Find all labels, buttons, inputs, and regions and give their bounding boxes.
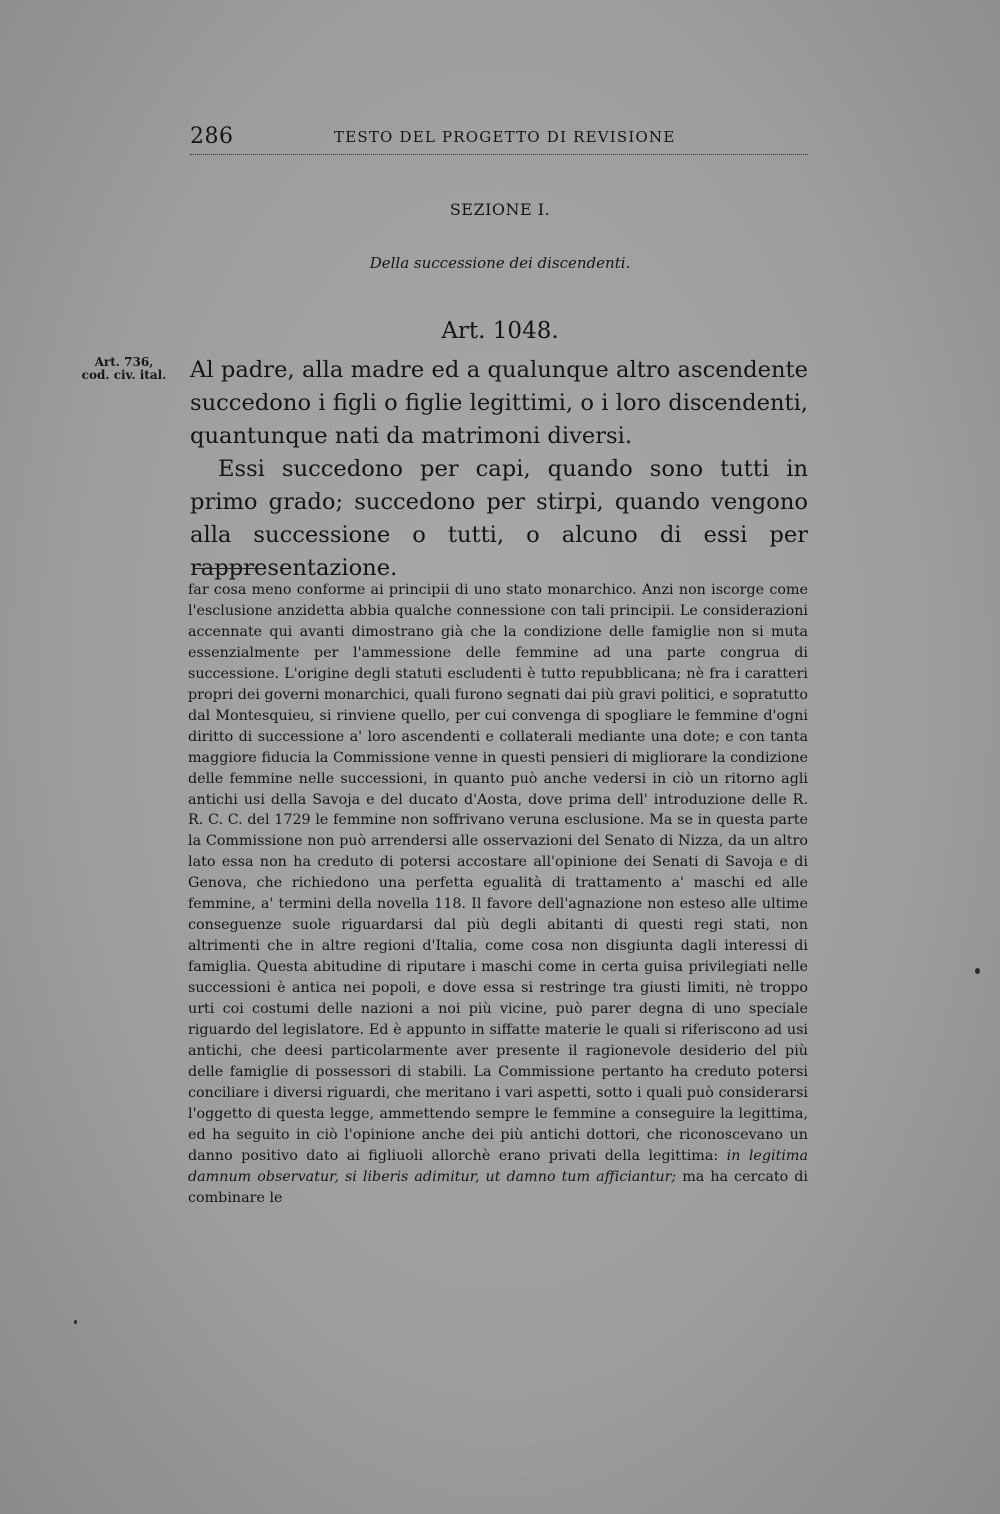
running-head: TESTO DEL PROGETTO DI REVISIONE: [334, 128, 676, 146]
footnote: [188, 580, 808, 1209]
footnote-latin-quote: in legitima damnum observatur, si liberis adimitur, ut damno tum afficiantur;: [188, 1147, 809, 1185]
paper-speck: [975, 968, 980, 974]
article-number: Art. 1048.: [441, 318, 559, 344]
footnote-text-main: far cosa meno conforme ai principii di uno stato monarchico. Anzi non iscorge come l'esclusione anzidetta abbia qualche connessione con tali principii. Le considerazioni accennate qui avanti dimostrano già che la condizione delle famiglie non si muta essenzialmente per l'ammessione delle femmine ad una parte congrua di successione. L'origine degli statuti escludenti è tutto repubblicana; nè fra i caratteri propri dei governi monarchici, quali furono segnati dai più gravi politici, e sopratutto dal Montesquieu, si rinviene quello, per cui convenga di spogliare le femmine d'ogni diritto di successione a' loro ascendenti e collaterali mediante una dote; e con tanta maggiore fiducia la Commissione venne in questi pensieri di migliorare la condizione delle femmine nelle successioni, in quanto può anche vedersi in ciò un ritorno agli antichi usi della Savoja e del ducato d'Aosta, dove prima dell' introduzione delle R. R. C. C. del 1729 le femmine non soffrivano veruna esclusione. Ma se in questa parte la Commissione non può arrendersi alle osservazioni del Senato di Nizza, da un altro lato essa non ha creduto di potersi accostare all'opinione dei Senati di Savoja e di Genova, che richiedono una perfetta egualità di trattamento a' maschi ed alle femmine, a' termini della novella 118. Il favore dell'agnazione non esteso alle ultime conseguenze suole riguardarsi dal più degli abitanti di questi regi stati, non altrimenti che in altre regioni d'Italia, come cosa non disgiunta dagli interessi di famiglia. Questa abitudine di riputare i maschi come in certa guisa privilegiati nelle successioni è antica nei popoli, e dove essa si restringe tra giusti limiti, nè troppo urti coi costumi delle nazioni a noi più vicine, può parer degna di uno speciale riguardo del legislatore. Ed è appunto in siffatte materie le quali si riferiscono ad usi antichi, che deesi particolarmente aver presente il ragionevole desiderio del più delle famiglie di possessori di stabili. La Commissione pertanto ha creduto potersi conciliare i diversi riguardi, che meritano i vari aspetti, sotto i quali può considerarsi l'oggetto di questa legge, ammettendo sempre le femmine a conseguire la legittima, ed ha seguito in ciò l'opinione anche dei più antichi dottori, che riconoscevano un danno positivo dato ai figliuoli allorchè erano privati della legittima:: [188, 582, 808, 1164]
margin-ref-line1: Art. 736,: [94, 355, 154, 369]
article-paragraph-1: Al padre, alla madre ed a qualunque altro ascendente succedono i figli o figlie legittimi, o i loro discendenti, quantunque nati da matrimoni diversi.: [190, 357, 808, 449]
page-header: [190, 124, 808, 155]
footnote-separator: [193, 568, 263, 569]
article-paragraph-2: Essi succedono per capi, quando sono tutti in primo grado; succedono per stirpi, quando vengono alla successione o tutti, o alcuno di essi per rappresentazione.: [190, 456, 808, 581]
section-title: SEZIONE I.: [449, 200, 551, 219]
section-subtitle: Della successione dei discendenti.: [369, 254, 631, 272]
margin-ref-line2: cod. civ. ital.: [81, 368, 167, 382]
margin-reference: [74, 356, 174, 382]
footnote-paragraph: [188, 580, 808, 1209]
article-body: [190, 354, 808, 585]
page-number: 286: [190, 124, 234, 149]
paper-speck: [74, 1320, 77, 1324]
footnote-text-end: ma ha cercato di combinare le: [188, 1168, 808, 1206]
